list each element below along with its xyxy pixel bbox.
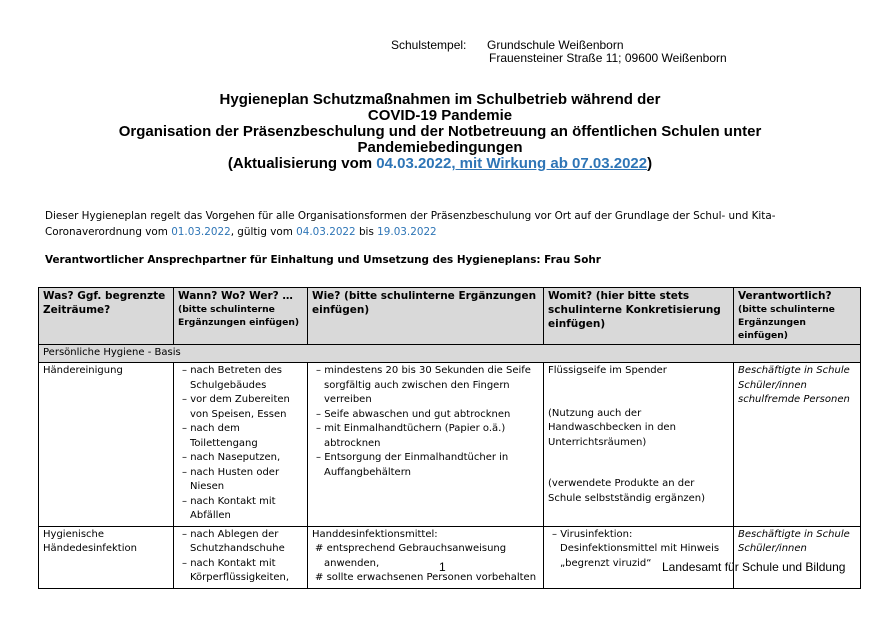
list-item: – nach Husten oder Niesen xyxy=(178,466,303,495)
intro-paragraph xyxy=(45,208,845,240)
row-what: Händereinigung xyxy=(39,363,174,527)
list-item: – Seife abwaschen und gut abtrocknen xyxy=(312,408,539,423)
footer-organization: Landesamt für Schule und Bildung xyxy=(662,560,846,574)
row-how xyxy=(308,363,544,527)
list-item: – nach Kontakt mit Abfällen xyxy=(178,495,303,524)
row-how xyxy=(308,526,544,588)
effect-date-link[interactable]: , mit Wirkung ab 07.03.2022 xyxy=(451,155,648,172)
list-item: – nach Betreten des Schulgebäudes xyxy=(178,364,303,393)
hygiene-plan-table xyxy=(38,287,861,589)
update-date: 04.03.2022 xyxy=(376,155,452,172)
with-item: Flüssigseife im Spender xyxy=(548,365,667,376)
row-with xyxy=(544,526,734,588)
row-when xyxy=(174,363,308,527)
list-item: # entsprechend Gebrauchsanweisung anwenden, xyxy=(312,542,539,571)
title-update-line xyxy=(0,156,880,172)
intro-text-3: bis xyxy=(355,226,378,238)
with-item: (Nutzung auch der Handwaschbecken in den Unterrichtsräumen) xyxy=(548,407,676,448)
row-when xyxy=(174,526,308,588)
list-item: – mindestens 20 bis 30 Sekunden die Seife sorgfältig auch zwischen den Fingern verreiben xyxy=(312,364,539,408)
stamp-label: Schulstempel: xyxy=(391,38,467,52)
list-item: – mit Einmalhandtüchern (Papier o.ä.) abtrocknen xyxy=(312,422,539,451)
document-title xyxy=(0,92,880,172)
school-name: Grundschule Weißenborn xyxy=(487,38,624,52)
intro-text-1: Dieser Hygieneplan regelt das Vorgehen für alle Organisationsformen der Präsenzbeschulung vor Ort auf der Grundlage der Schul- und Kita-Coronaverordnung vom xyxy=(45,210,776,238)
intro-text-2: , gültig vom xyxy=(230,226,297,238)
table-row xyxy=(39,526,861,588)
title-line-3: Organisation der Präsenzbeschulung und der Notbetreuung an öffentlichen Schulen unter xyxy=(118,123,762,140)
title-line-1: Hygieneplan Schutzmaßnahmen im Schulbetrieb während der xyxy=(219,91,661,108)
list-item: – Virusinfektion: Desinfektionsmittel mit Hinweis „begrenzt viruzid“ xyxy=(548,528,729,572)
list-item: # sollte erwachsenen Personen vorbehalten xyxy=(312,571,539,586)
how-intro: Handdesinfektionsmittel: xyxy=(312,528,438,540)
row-with xyxy=(544,363,734,527)
school-address: Frauensteiner Straße 11; 09600 Weißenborn xyxy=(489,51,727,65)
table-header-row xyxy=(39,288,861,345)
header-with: Womit? (hier bitte stets schulinterne Konkretisierung einfügen) xyxy=(544,288,734,345)
list-item: – nach Kontakt mit Körperflüssigkeiten, xyxy=(178,557,303,586)
valid-to-date: 19.03.2022 xyxy=(377,226,437,238)
title-line-4: Pandemiebedingungen xyxy=(357,139,523,156)
valid-from-date: 04.03.2022 xyxy=(296,226,356,238)
table-row xyxy=(39,363,861,527)
list-item: – nach Ablegen der Schutzhandschuhe xyxy=(178,528,303,557)
header-what: Was? Ggf. begrenzte Zeiträume? xyxy=(39,288,174,345)
list-item: – Entsorgung der Einmalhandtücher in Auffangbehältern xyxy=(312,451,539,480)
header-when: Wann? Wo? Wer? … (bitte schulinterne Ergänzungen einfügen) xyxy=(174,288,308,345)
list-item: – nach Naseputzen, xyxy=(178,451,303,466)
row-responsible: Beschäftigte in Schule Schüler/innen xyxy=(734,526,861,588)
header-how: Wie? (bitte schulinterne Ergänzungen einfügen) xyxy=(308,288,544,345)
update-suffix: ) xyxy=(647,155,653,172)
row-what: Hygienische Händedesinfektion xyxy=(39,526,174,588)
page-number: 1 xyxy=(439,560,446,574)
header-responsible: Verantwortlich? (bitte schulinterne Ergänzungen einfügen) xyxy=(734,288,861,345)
responsible-contact: Verantwortlicher Ansprechpartner für Einhaltung und Umsetzung des Hygieneplans: Frau Sohr xyxy=(45,254,601,266)
list-item: – vor dem Zubereiten von Speisen, Essen xyxy=(178,393,303,422)
update-prefix: (Aktualisierung vom xyxy=(227,155,377,172)
section-title: Persönliche Hygiene - Basis xyxy=(39,345,861,363)
title-line-2: COVID-19 Pandemie xyxy=(367,107,513,124)
ordinance-date: 01.03.2022 xyxy=(171,226,231,238)
list-item: – nach dem Toilettengang xyxy=(178,422,303,451)
with-item: (verwendete Produkte an der Schule selbstständig ergänzen) xyxy=(548,478,706,504)
section-row xyxy=(39,345,861,363)
row-responsible: Beschäftigte in Schule Schüler/innen schulfremde Personen xyxy=(734,363,861,527)
